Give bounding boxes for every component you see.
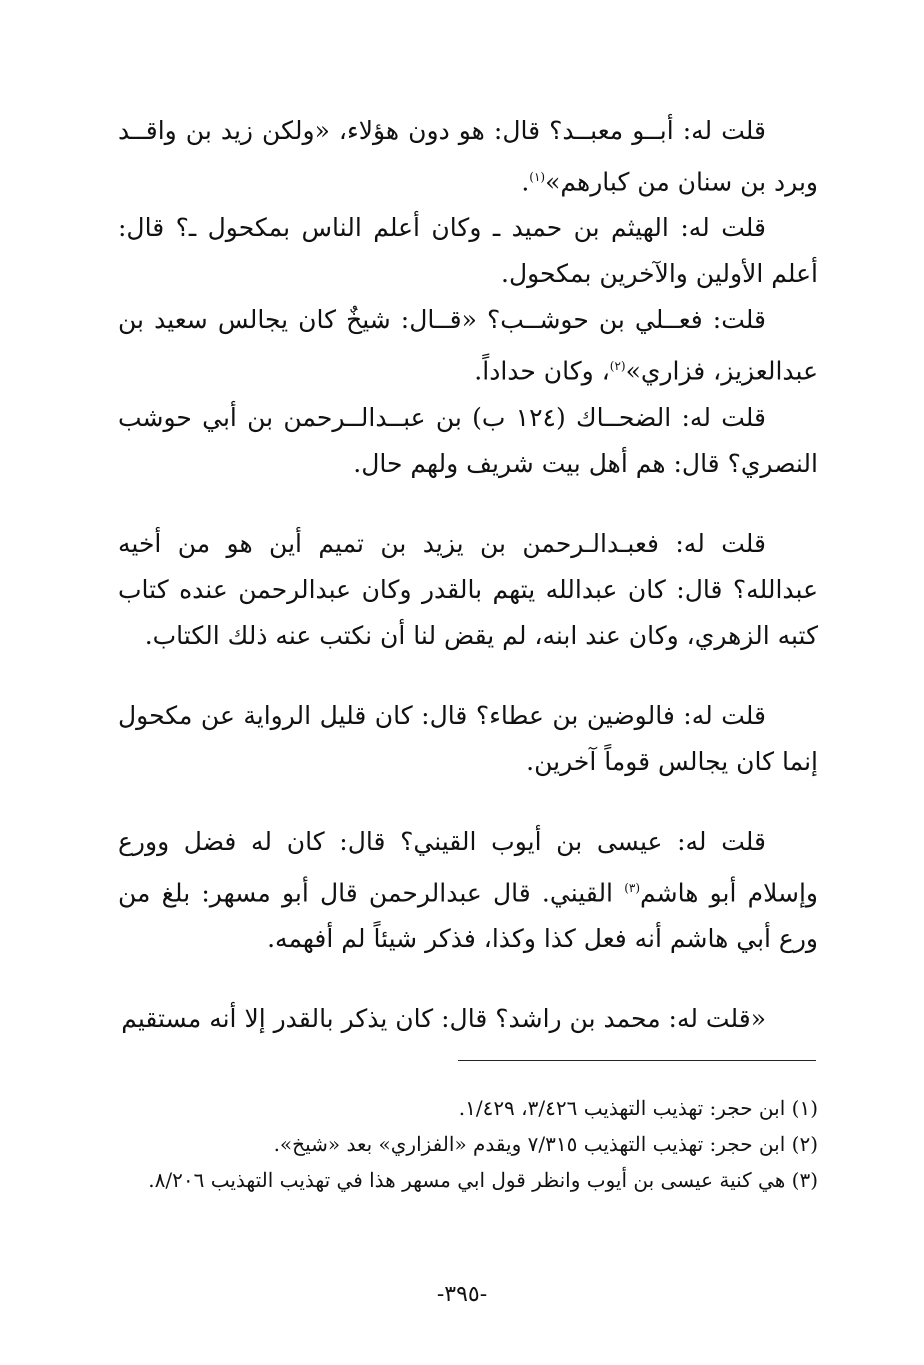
- footnote-ref-1: (١): [529, 170, 546, 184]
- paragraph-text: قلت له: عيسى بن أيوب القيني؟ قال: كان له فضل وورع وإسلام أبو هاشم: [118, 826, 818, 907]
- paragraph-text: قلت له: الضحــاك (١٢٤ ب) بن عبــدالــرحمن بن أبي حوشب النصري؟ قال: هم أهل بيت شريف ولهم حال.: [118, 402, 818, 478]
- paragraph-abdulrahman-yazid: [118, 521, 818, 659]
- footnote-ref-3: (٣): [624, 880, 641, 895]
- footnote-divider: [458, 1060, 816, 1061]
- page-number: -٣٩٥-: [436, 1282, 488, 1307]
- paragraph-haytham: [118, 205, 818, 297]
- paragraph-isa-ayyub: [118, 819, 818, 962]
- paragraph-dahhak: [118, 395, 818, 487]
- paragraph-wadin: [118, 693, 818, 785]
- paragraph-tail: ، وكان حداداً.: [474, 356, 610, 386]
- paragraph-text: «قلت له: محمد بن راشد؟ قال: كان يذكر بالقدر إلا أنه مستقيم: [121, 1003, 766, 1033]
- paragraph-ali-hawshab: [118, 297, 818, 394]
- footnote-1: (١) ابن حجر: تهذيب التهذيب ٣/٤٢٦، ١/٤٢٩.: [458, 1096, 818, 1120]
- footnote-ref-2: (٢): [609, 359, 626, 374]
- paragraph-abu-mabad: [118, 108, 818, 205]
- paragraph-tail: القيني. قال عبدالرحمن قال أبو مسهر: بلغ من ورع أبي هاشم أنه فعل كذا وكذا، فذكر شيئاً لم أفهمه.: [118, 877, 818, 953]
- paragraph-text: قلت له: الهيثم بن حميد ـ وكان أعلم الناس بمكحول ـ؟ قال: أعلم الأولين والآخرين بمكحول.: [118, 213, 818, 289]
- paragraph-text: قلت: فعــلي بن حوشــب؟ «قــال: شيخٌ كان يجالس سعيد بن عبدالعزيز، فزاري»: [118, 305, 818, 386]
- footnotes: [118, 1090, 818, 1198]
- paragraph-tail: .: [521, 167, 530, 197]
- paragraph-text: قلت له: فعبـدالـرحمن بن يزيد بن تميم أين هو من أخيه عبدالله؟ قال: كان عبدالله يتهم بالقدر وكان عبدالرحمن عنده كتاب كتبه الزهري، وكان عند ابنه، لم يقض لنا أن نكتب عنه ذلك الكتاب.: [118, 528, 818, 650]
- paragraph-text: قلت له: فالوضين بن عطاء؟ قال: كان قليل الرواية عن مكحول إنما كان يجالس قوماً آخرين.: [118, 700, 818, 776]
- paragraph-muhammad-rashid: [118, 996, 818, 1042]
- main-text: [118, 108, 818, 1042]
- footnote-3: (٣) هي كنية عيسى بن أيوب وانظر قول ابي مسهر هذا في تهذيب التهذيب ٨/٢٠٦.: [148, 1168, 818, 1192]
- footnote-2: (٢) ابن حجر: تهذيب التهذيب ٧/٣١٥ ويقدم «الفزاري» بعد «شيخ».: [273, 1132, 818, 1156]
- paragraph-text: قلت له: أبــو معبــد؟ قال: هو دون هؤلاء، «ولكن زيد بن واقــد وبرد بن سنان من كبارهم»: [118, 116, 818, 197]
